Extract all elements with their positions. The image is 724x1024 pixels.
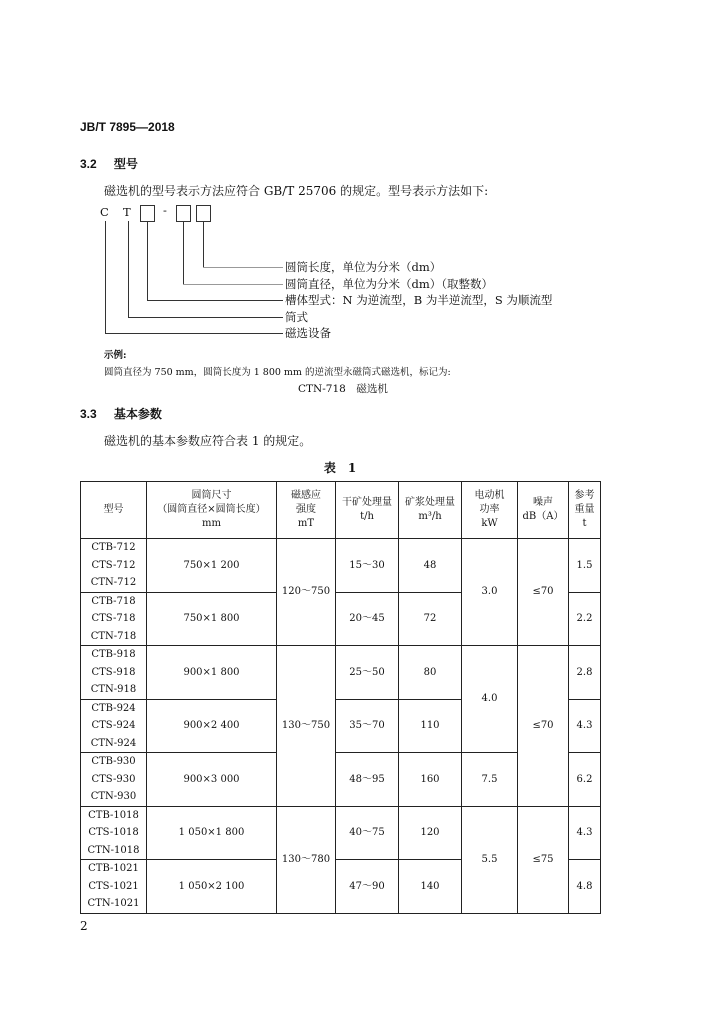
cell-dry: 35～70 [336,699,399,753]
document-code: JB/T 7895—2018 [80,120,175,134]
section-number: 3.2 [80,157,97,171]
section-title: 基本参数 [113,407,162,421]
cell-slurry: 72 [399,592,462,646]
code-letter-c: C [100,205,109,219]
table-header-row [81,482,601,539]
cell-size: 750×1 200 [147,539,277,593]
section-3-3-heading [80,405,162,422]
cell-noise: ≤70 [518,539,569,646]
header-drum-size: 圆筒尺寸 （圆筒直径×圆筒长度） mm [147,482,277,539]
cell-weight: 4.3 [569,699,601,753]
cell-slurry: 48 [399,539,462,593]
cell-weight: 2.2 [569,592,601,646]
legend-diameter: 圆筒直径，单位为分米（dm）（取整数） [285,277,494,291]
cell-models: CTB-924 CTS-924 CTN-924 [81,699,147,753]
code-box-tank-type [140,205,155,222]
cell-size: 900×1 800 [147,646,277,700]
header-dry-capacity: 干矿处理量 t/h [336,482,399,539]
cell-dry: 40～75 [336,806,399,860]
cell-slurry: 160 [399,753,462,807]
table-caption: 表 1 [323,461,357,475]
cell-magnetic: 120～750 [277,539,336,646]
example-label: 示例: [104,350,127,361]
example-text: 圆筒直径为 750 mm，圆筒长度为 1 800 mm 的逆流型永磁筒式磁选机，标记为: [104,367,451,378]
cell-dry: 47～90 [336,860,399,914]
cell-slurry: 140 [399,860,462,914]
cell-models: CTB-1021 CTS-1021 CTN-1021 [81,860,147,914]
table-row [81,539,601,593]
code-box-diameter [176,205,191,222]
cell-motor: 7.5 [462,753,518,807]
section-3-2-intro: 磁选机的型号表示方法应符合 GB/T 25706 的规定。型号表示方法如下: [104,184,489,198]
code-letter-t: T [123,205,131,219]
cell-models: CTB-712 CTS-712 CTN-712 [81,539,147,593]
cell-motor: 5.5 [462,806,518,913]
cell-size: 1 050×2 100 [147,860,277,914]
cell-weight: 1.5 [569,539,601,593]
header-magnetic-induction: 磁感应 强度 mT [277,482,336,539]
legend-magnetic-equipment: 磁选设备 [285,326,331,340]
header-motor-power: 电动机 功率 kW [462,482,518,539]
cell-models: CTB-1018 CTS-1018 CTN-1018 [81,806,147,860]
header-noise: 噪声 dB（A） [518,482,569,539]
cell-slurry: 80 [399,646,462,700]
cell-weight: 6.2 [569,753,601,807]
header-model: 型号 [81,482,147,539]
cell-models: CTB-930 CTS-930 CTN-930 [81,753,147,807]
cell-noise: ≤70 [518,646,569,807]
cell-magnetic: 130～780 [277,806,336,913]
example-mark: CTN-718 磁选机 [298,383,388,395]
model-code-diagram [80,200,600,345]
cell-models: CTB-918 CTS-918 CTN-918 [81,646,147,700]
legend-tank-type: 槽体型式：N 为逆流型，B 为半逆流型，S 为顺流型 [285,293,553,307]
cell-dry: 15～30 [336,539,399,593]
section-number: 3.3 [80,407,97,421]
cell-weight: 4.8 [569,860,601,914]
header-slurry-capacity: 矿浆处理量 m³/h [399,482,462,539]
code-dash: - [163,203,167,217]
page-number: 2 [80,919,88,933]
legend-drum: 筒式 [285,310,308,324]
cell-motor: 4.0 [462,646,518,753]
cell-dry: 25～50 [336,646,399,700]
cell-models: CTB-718 CTS-718 CTN-718 [81,592,147,646]
cell-dry: 20～45 [336,592,399,646]
table-row [81,646,601,700]
cell-slurry: 120 [399,806,462,860]
cell-size: 900×2 400 [147,699,277,753]
parameter-table [80,481,601,914]
section-title: 型号 [113,157,138,171]
cell-weight: 2.8 [569,646,601,700]
table-row [81,806,601,860]
cell-magnetic: 130～750 [277,646,336,807]
header-weight: 参考 重量 t [569,482,601,539]
section-3-3-intro: 磁选机的基本参数应符合表 1 的规定。 [104,434,312,448]
cell-weight: 4.3 [569,806,601,860]
code-box-length [196,205,211,222]
cell-slurry: 110 [399,699,462,753]
cell-motor: 3.0 [462,539,518,646]
legend-length: 圆筒长度，单位为分米（dm） [285,260,442,274]
cell-dry: 48～95 [336,753,399,807]
cell-size: 1 050×1 800 [147,806,277,860]
cell-size: 750×1 800 [147,592,277,646]
section-3-2-heading [80,155,138,172]
cell-noise: ≤75 [518,806,569,913]
cell-size: 900×3 000 [147,753,277,807]
